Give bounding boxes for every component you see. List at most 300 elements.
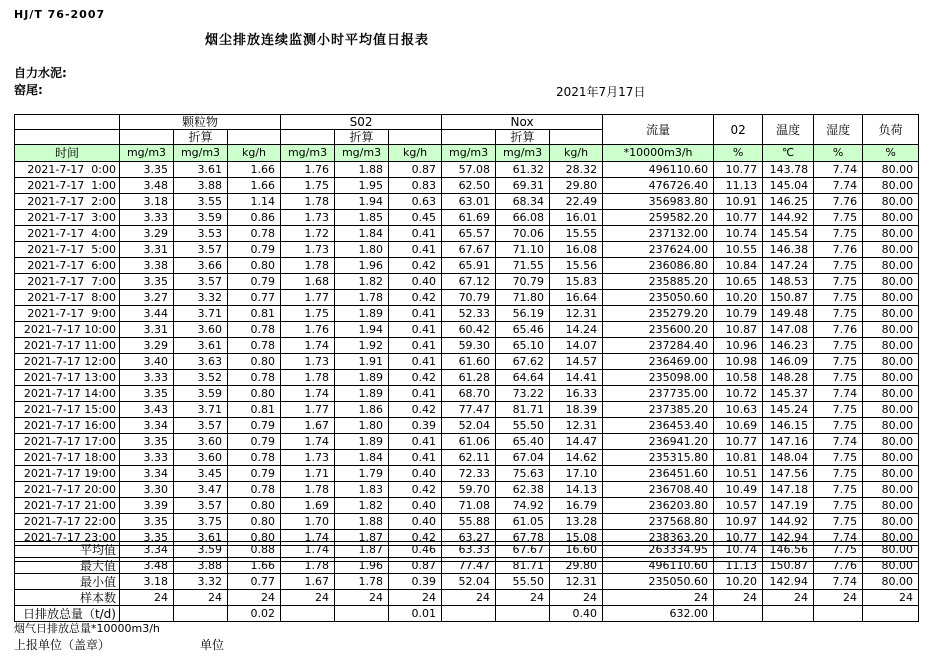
summary-row [15,574,919,590]
summary-value-cell: 1.96 [335,558,389,574]
value-cell: 59.70 [442,482,496,498]
value-cell: 14.47 [550,434,603,450]
summary-value-cell: 1.78 [335,574,389,590]
value-cell: 0.80 [228,354,281,370]
value-cell: 62.50 [442,178,496,194]
summary-value-cell: 24 [763,590,814,606]
table-row [15,466,919,482]
value-cell: 15.56 [550,258,603,274]
blank-cell [15,130,120,145]
value-cell: 145.37 [763,386,814,402]
value-cell: 237132.00 [603,226,714,242]
summary-value-cell: 0.88 [228,542,281,558]
summary-value-cell: 263334.95 [603,542,714,558]
value-cell: 1.76 [281,322,335,338]
group-particulate: 颗粒物 [120,115,281,130]
summary-value-cell: 12.31 [550,574,603,590]
value-cell: 80.00 [863,258,919,274]
summary-value-cell: 24 [120,590,174,606]
time-cell: 2021-7-17 9:00 [15,306,120,322]
value-cell: 235600.20 [603,322,714,338]
value-cell: 80.00 [863,194,919,210]
summary-value-cell [814,606,863,622]
value-cell: 1.82 [335,274,389,290]
unit-cell: % [863,145,919,162]
value-cell: 0.42 [389,258,442,274]
value-cell: 7.74 [814,530,863,546]
time-cell: 2021-7-17 22:00 [15,514,120,530]
value-cell: 0.80 [228,386,281,402]
value-cell: 0.78 [228,338,281,354]
summary-value-cell: 52.04 [442,574,496,590]
monitoring-table [14,114,919,562]
value-cell: 80.00 [863,370,919,386]
value-cell: 236708.40 [603,482,714,498]
table-row [15,338,919,354]
value-cell: 66.08 [496,210,550,226]
group-so2: S02 [281,115,442,130]
value-cell: 61.06 [442,434,496,450]
value-cell: 73.22 [496,386,550,402]
value-cell: 0.77 [228,290,281,306]
converted-label: 折算 [496,130,550,145]
blank-cell [120,130,174,145]
value-cell: 67.78 [496,530,550,546]
value-cell: 14.57 [550,354,603,370]
value-cell: 65.57 [442,226,496,242]
summary-value-cell [763,606,814,622]
value-cell: 0.78 [228,450,281,466]
value-cell: 62.38 [496,482,550,498]
value-cell: 0.78 [228,322,281,338]
table-row [15,242,919,258]
summary-value-cell: 0.01 [389,606,442,622]
value-cell: 0.86 [228,210,281,226]
value-cell: 1.87 [335,530,389,546]
value-cell: 80.00 [863,434,919,450]
value-cell: 70.79 [442,290,496,306]
value-cell: 3.71 [174,306,228,322]
time-cell: 2021-7-17 20:00 [15,482,120,498]
value-cell: 1.75 [281,178,335,194]
value-cell: 235098.00 [603,370,714,386]
value-cell: 13.28 [550,514,603,530]
value-cell: 10.97 [714,514,763,530]
value-cell: 0.87 [389,162,442,178]
value-cell: 70.06 [496,226,550,242]
unit-cell: kg/h [550,145,603,162]
value-cell: 80.00 [863,466,919,482]
value-cell: 236451.60 [603,466,714,482]
value-cell: 146.38 [763,242,814,258]
value-cell: 496110.60 [603,162,714,178]
value-cell: 237624.00 [603,242,714,258]
table-row [15,290,919,306]
value-cell: 7.74 [814,386,863,402]
value-cell: 237284.40 [603,338,714,354]
value-cell: 71.08 [442,498,496,514]
value-cell: 3.59 [174,210,228,226]
value-cell: 71.55 [496,258,550,274]
time-cell: 2021-7-17 7:00 [15,274,120,290]
table-row [15,418,919,434]
value-cell: 1.68 [281,274,335,290]
value-cell: 80.00 [863,514,919,530]
value-cell: 55.50 [496,418,550,434]
value-cell: 10.65 [714,274,763,290]
summary-value-cell: 0.46 [389,542,442,558]
value-cell: 236203.80 [603,498,714,514]
table-row [15,162,919,178]
summary-value-cell: 80.00 [863,542,919,558]
value-cell: 0.40 [389,514,442,530]
summary-value-cell: 1.87 [335,542,389,558]
time-cell: 2021-7-17 1:00 [15,178,120,194]
value-cell: 10.49 [714,482,763,498]
value-cell: 77.47 [442,402,496,418]
value-cell: 3.35 [120,162,174,178]
value-cell: 147.08 [763,322,814,338]
value-cell: 14.41 [550,370,603,386]
summary-label: 平均值 [15,542,120,558]
value-cell: 3.57 [174,498,228,514]
summary-value-cell: 80.00 [863,574,919,590]
value-cell: 80.00 [863,178,919,194]
value-cell: 10.69 [714,418,763,434]
value-cell: 3.34 [120,466,174,482]
value-cell: 80.00 [863,274,919,290]
value-cell: 3.35 [120,530,174,546]
value-cell: 0.40 [389,274,442,290]
value-cell: 1.78 [281,482,335,498]
value-cell: 72.33 [442,466,496,482]
standard-code: HJ/T 76-2007 [14,8,106,21]
value-cell: 74.92 [496,498,550,514]
time-cell: 2021-7-17 18:00 [15,450,120,466]
value-cell: 1.89 [335,370,389,386]
value-cell: 12.31 [550,418,603,434]
value-cell: 3.32 [174,290,228,306]
value-cell: 10.79 [714,306,763,322]
value-cell: 3.35 [120,274,174,290]
time-cell: 2021-7-17 10:00 [15,322,120,338]
value-cell: 80.00 [863,306,919,322]
table-row [15,482,919,498]
value-cell: 1.94 [335,194,389,210]
summary-value-cell: 24 [174,590,228,606]
value-cell: 142.94 [763,530,814,546]
value-cell: 0.80 [228,530,281,546]
value-cell: 65.91 [442,258,496,274]
summary-value-cell: 55.50 [496,574,550,590]
value-cell: 67.12 [442,274,496,290]
value-cell: 235279.20 [603,306,714,322]
value-cell: 0.41 [389,450,442,466]
summary-value-cell: 0.87 [389,558,442,574]
unit-cell: *10000m3/h [603,145,714,162]
value-cell: 3.71 [174,402,228,418]
value-cell: 10.77 [714,210,763,226]
summary-value-cell: 150.87 [763,558,814,574]
blank-cell [389,130,442,145]
value-cell: 1.89 [335,386,389,402]
value-cell: 1.79 [335,466,389,482]
time-cell: 2021-7-17 17:00 [15,434,120,450]
summary-value-cell: 0.40 [550,606,603,622]
value-cell: 14.13 [550,482,603,498]
value-cell: 59.30 [442,338,496,354]
summary-value-cell: 7.76 [814,558,863,574]
value-cell: 236453.40 [603,418,714,434]
value-cell: 3.39 [120,498,174,514]
value-cell: 144.92 [763,210,814,226]
summary-value-cell: 3.34 [120,542,174,558]
value-cell: 1.73 [281,450,335,466]
value-cell: 0.39 [389,418,442,434]
group-nox: Nox [442,115,603,130]
summary-value-cell: 67.67 [496,542,550,558]
value-cell: 0.79 [228,466,281,482]
value-cell: 3.53 [174,226,228,242]
value-cell: 14.62 [550,450,603,466]
summary-row [15,558,919,574]
value-cell: 16.08 [550,242,603,258]
value-cell: 0.45 [389,210,442,226]
value-cell: 143.78 [763,162,814,178]
value-cell: 7.75 [814,370,863,386]
value-cell: 3.61 [174,162,228,178]
value-cell: 10.84 [714,258,763,274]
col-o2: 02 [714,115,763,145]
value-cell: 1.94 [335,322,389,338]
value-cell: 3.29 [120,338,174,354]
table-row [15,434,919,450]
summary-value-cell: 0.39 [389,574,442,590]
daily-total-flow-note: 烟气日排放总量*10000m3/h [14,622,160,635]
value-cell: 146.15 [763,418,814,434]
value-cell: 0.80 [228,514,281,530]
time-cell: 2021-7-17 16:00 [15,418,120,434]
value-cell: 0.41 [389,338,442,354]
summary-value-cell: 496110.60 [603,558,714,574]
value-cell: 0.80 [228,258,281,274]
value-cell: 7.75 [814,306,863,322]
value-cell: 16.33 [550,386,603,402]
value-cell: 1.66 [228,178,281,194]
value-cell: 3.43 [120,402,174,418]
summary-value-cell: 16.60 [550,542,603,558]
value-cell: 3.57 [174,242,228,258]
time-cell: 2021-7-17 4:00 [15,226,120,242]
converted-label: 折算 [335,130,389,145]
value-cell: 55.88 [442,514,496,530]
value-cell: 68.34 [496,194,550,210]
value-cell: 80.00 [863,162,919,178]
value-cell: 0.41 [389,306,442,322]
value-cell: 18.39 [550,402,603,418]
value-cell: 148.04 [763,450,814,466]
value-cell: 476726.40 [603,178,714,194]
value-cell: 1.88 [335,162,389,178]
value-cell: 1.77 [281,290,335,306]
time-cell: 2021-7-17 12:00 [15,354,120,370]
value-cell: 7.76 [814,322,863,338]
value-cell: 3.27 [120,290,174,306]
value-cell: 356983.80 [603,194,714,210]
value-cell: 146.23 [763,338,814,354]
col-temperature: 温度 [763,115,814,145]
value-cell: 0.63 [389,194,442,210]
value-cell: 1.14 [228,194,281,210]
value-cell: 3.59 [174,386,228,402]
value-cell: 15.83 [550,274,603,290]
unit-cell: kg/h [228,145,281,162]
blank-cell [442,130,496,145]
time-cell: 2021-7-17 6:00 [15,258,120,274]
blank-cell [228,130,281,145]
summary-table [14,541,919,622]
value-cell: 0.40 [389,466,442,482]
value-cell: 22.49 [550,194,603,210]
unit-cell: mg/m3 [335,145,389,162]
table-row [15,370,919,386]
value-cell: 0.80 [228,498,281,514]
value-cell: 10.77 [714,434,763,450]
value-cell: 0.41 [389,322,442,338]
value-cell: 3.75 [174,514,228,530]
value-cell: 1.95 [335,178,389,194]
table-row [15,322,919,338]
value-cell: 65.10 [496,338,550,354]
value-cell: 7.75 [814,418,863,434]
summary-value-cell [714,606,763,622]
value-cell: 0.40 [389,498,442,514]
summary-value-cell: 24 [863,590,919,606]
value-cell: 81.71 [496,402,550,418]
value-cell: 69.31 [496,178,550,194]
summary-value-cell: 7.75 [814,542,863,558]
value-cell: 10.58 [714,370,763,386]
value-cell: 1.80 [335,242,389,258]
value-cell: 52.33 [442,306,496,322]
value-cell: 3.31 [120,242,174,258]
time-cell: 2021-7-17 23:00 [15,530,120,546]
value-cell: 7.75 [814,402,863,418]
summary-value-cell: 235050.60 [603,574,714,590]
value-cell: 7.75 [814,450,863,466]
value-cell: 144.92 [763,514,814,530]
summary-value-cell: 24 [228,590,281,606]
value-cell: 1.74 [281,530,335,546]
value-cell: 10.91 [714,194,763,210]
unit-cell: % [814,145,863,162]
value-cell: 148.53 [763,274,814,290]
value-cell: 71.10 [496,242,550,258]
value-cell: 235885.20 [603,274,714,290]
table-row [15,402,919,418]
table-row [15,354,919,370]
value-cell: 52.04 [442,418,496,434]
value-cell: 7.75 [814,210,863,226]
summary-value-cell [281,606,335,622]
value-cell: 0.41 [389,386,442,402]
site-name: 窑尾: [14,83,43,97]
value-cell: 1.84 [335,450,389,466]
table-row [15,258,919,274]
table-row [15,450,919,466]
value-cell: 0.79 [228,242,281,258]
table-row [15,498,919,514]
summary-value-cell: 81.71 [496,558,550,574]
value-cell: 1.76 [281,162,335,178]
value-cell: 147.16 [763,434,814,450]
value-cell: 7.74 [814,434,863,450]
time-column-header: 时间 [15,145,120,162]
value-cell: 80.00 [863,482,919,498]
summary-value-cell: 3.48 [120,558,174,574]
value-cell: 80.00 [863,354,919,370]
value-cell: 1.73 [281,210,335,226]
value-cell: 1.91 [335,354,389,370]
value-cell: 237568.80 [603,514,714,530]
summary-value-cell: 0.02 [228,606,281,622]
value-cell: 0.79 [228,274,281,290]
value-cell: 7.75 [814,482,863,498]
value-cell: 235050.60 [603,290,714,306]
value-cell: 0.79 [228,418,281,434]
summary-value-cell: 3.18 [120,574,174,590]
value-cell: 17.10 [550,466,603,482]
value-cell: 3.45 [174,466,228,482]
value-cell: 1.69 [281,498,335,514]
value-cell: 1.73 [281,354,335,370]
value-cell: 3.33 [120,210,174,226]
summary-value-cell: 10.20 [714,574,763,590]
value-cell: 1.89 [335,306,389,322]
value-cell: 16.79 [550,498,603,514]
value-cell: 150.87 [763,290,814,306]
value-cell: 236941.20 [603,434,714,450]
value-cell: 147.18 [763,482,814,498]
value-cell: 10.55 [714,242,763,258]
value-cell: 7.75 [814,290,863,306]
value-cell: 64.64 [496,370,550,386]
value-cell: 7.74 [814,178,863,194]
value-cell: 80.00 [863,290,919,306]
value-cell: 10.98 [714,354,763,370]
summary-value-cell [174,606,228,622]
time-cell: 2021-7-17 13:00 [15,370,120,386]
value-cell: 1.78 [281,370,335,386]
value-cell: 1.89 [335,434,389,450]
value-cell: 1.85 [335,210,389,226]
value-cell: 147.24 [763,258,814,274]
value-cell: 80.00 [863,386,919,402]
summary-value-cell: 24 [335,590,389,606]
summary-value-cell: 24 [550,590,603,606]
value-cell: 80.00 [863,242,919,258]
summary-value-cell: 3.32 [174,574,228,590]
value-cell: 68.70 [442,386,496,402]
value-cell: 3.40 [120,354,174,370]
value-cell: 57.08 [442,162,496,178]
col-load: 负荷 [863,115,919,145]
value-cell: 3.44 [120,306,174,322]
value-cell: 70.79 [496,274,550,290]
time-cell: 2021-7-17 15:00 [15,402,120,418]
value-cell: 235315.80 [603,450,714,466]
value-cell: 3.35 [120,514,174,530]
